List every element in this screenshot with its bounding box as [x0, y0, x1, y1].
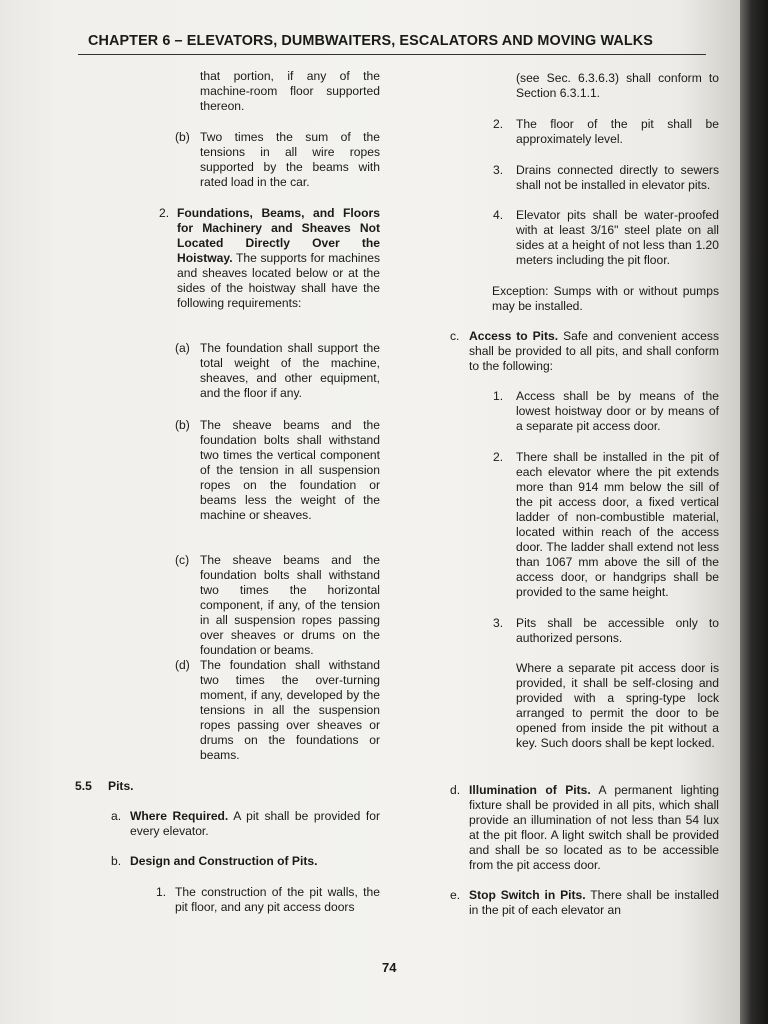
item-sa-marker: a. [111, 809, 122, 823]
item-2-paragraph [177, 206, 380, 311]
item-c-marker: (c) [175, 553, 190, 567]
item-a-text: The foundation shall support the total weight of the machine, sheaves, and other equipment, and the floor if any. [200, 341, 380, 400]
item-r2-text: The floor of the pit shall be approximately level. [516, 117, 719, 146]
item-d-marker: (d) [175, 658, 190, 672]
access-to-pits-text: Safe and convenient access shall be provided to all pits, and shall conform to the following: [469, 329, 719, 373]
item-sa-paragraph [130, 809, 380, 839]
item-c1-text: Access shall be by means of the lowest hoistway door or by means of a separate pit access door. [516, 389, 719, 433]
item-c1-marker: 1. [493, 389, 504, 403]
item-c-pits-marker: c. [450, 329, 460, 343]
item-c2-marker: 2. [493, 450, 504, 464]
section-number: 5.5 [75, 779, 92, 793]
right-continued-text: (see Sec. 6.3.6.3) shall conform to Section 6.3.1.1. [516, 71, 719, 100]
item-d-text: The foundation shall withstand two times the over-turning moment, if any, developed by the tensions in all the suspension ropes passing over sheaves or drums on the foundations or beams. [200, 658, 380, 762]
item-a-marker: (a) [175, 341, 190, 355]
header-rule [78, 54, 706, 55]
item-d-pits-marker: d. [450, 783, 461, 797]
stop-switch-paragraph [469, 888, 719, 918]
item-c2-text: There shall be installed in the pit of each elevator where the pit extends more than 914 mm below the sill of the pit access door, a fixed vertical ladder of non-combustible material, located within reach of the access door. The ladder shall extend not less than 1067 mm above the sill of the access door, or handgrips shall be provided to the same height. [516, 450, 719, 599]
item-r4-text: Elevator pits shall be water-proofed with at least 3/16" steel plate on all sides at a height of not less than 1.20 meters including the pit floor. [516, 208, 719, 267]
item-r2-marker: 2. [493, 117, 504, 131]
illumination-title: Illumination of Pits. [469, 783, 591, 797]
item-b-text: Two times the sum of the tensions in all wire ropes supported by the beams with rated load in the car. [200, 130, 380, 189]
book-spine-shadow [740, 0, 768, 1024]
section-title: Pits. [108, 779, 134, 793]
page-number: 74 [382, 960, 397, 975]
item-2-text: The supports for machines and sheaves located below or at the sides of the hoistway shall have the following requirements: [177, 251, 380, 310]
continued-text: that portion, if any of the machine-room floor supported thereon. [200, 69, 380, 113]
item-c3-text: Pits shall be accessible only to authorized persons. [516, 616, 719, 645]
item-c-text: The sheave beams and the foundation bolts shall withstand two times the horizontal component, if any, of the tension in all suspension ropes passing over sheaves or drums on the foundation or beams. [200, 553, 380, 657]
chapter-header: CHAPTER 6 – ELEVATORS, DUMBWAITERS, ESCALATORS AND MOVING WALKS [88, 33, 653, 49]
item-b-marker: (b) [175, 130, 190, 144]
exception-note: Exception: Sumps with or without pumps may be installed. [492, 284, 719, 313]
item-sb-marker: b. [111, 854, 122, 868]
item-r4-marker: 4. [493, 208, 504, 222]
item-sa-text: A pit shall be provided for every elevator. [130, 809, 380, 838]
stop-switch-title: Stop Switch in Pits. [469, 888, 586, 902]
illumination-text: A permanent lighting fixture shall be provided in all pits, which shall provide an illumination of not less than 54 lux at the pit floor. A light switch shall be provided and shall be so located as to be accessible from the pit access door. [469, 783, 720, 872]
item-b2-marker: (b) [175, 418, 190, 432]
access-to-pits-paragraph [469, 329, 719, 374]
item-s1-text: The construction of the pit walls, the pit floor, and any pit access doors [175, 885, 380, 914]
item-r3-text: Drains connected directly to sewers shall not be installed in elevator pits. [516, 163, 719, 192]
item-2-title: Foundations, Beams, and Floors for Machinery and Sheaves Not Located Directly Over the Hoistway. [177, 206, 380, 265]
item-s1-marker: 1. [156, 885, 167, 899]
item-2-marker: 2. [159, 206, 170, 220]
stop-switch-text: There shall be installed in the pit of each elevator an [469, 888, 719, 917]
item-c3-marker: 3. [493, 616, 504, 630]
item-sa-title: Where Required. [130, 809, 229, 823]
illumination-paragraph [469, 783, 719, 873]
item-b2-text: The sheave beams and the foundation bolts shall withstand two times the vertical component of the tension in all suspension ropes on the foundation or beams less the weight of the machine or sheaves. [200, 418, 380, 522]
item-r3-marker: 3. [493, 163, 504, 177]
pit-door-paragraph: Where a separate pit access door is provided, it shall be self-closing and provided with a spring-type lock arranged to permit the door to be opened from inside the pit without a key. Such doors shall be kept locked. [516, 661, 719, 750]
item-e-pits-marker: e. [450, 888, 461, 902]
access-to-pits-title: Access to Pits. [469, 329, 559, 343]
item-sb-title: Design and Construction of Pits. [130, 854, 318, 868]
